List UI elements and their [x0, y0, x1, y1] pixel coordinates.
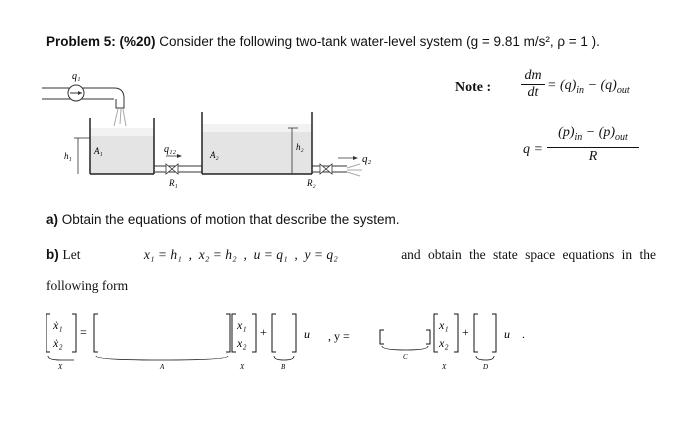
- label-A: A: [160, 363, 165, 371]
- label-R2: R₂: [307, 178, 316, 188]
- label-A2: A₂: [210, 150, 219, 160]
- state-space-form: [46, 312, 586, 372]
- two-tank-diagram: [42, 66, 442, 196]
- part-b-lead: Let: [62, 247, 81, 262]
- inflow-stream: [114, 109, 126, 126]
- part-a-text: Obtain the equations of motion that describe the system.: [61, 212, 400, 227]
- eq1-num: dm: [521, 68, 545, 85]
- label-q2: q₂: [362, 153, 372, 165]
- u-term: u: [304, 327, 310, 341]
- eq2-num: $(p)_{in} - (p)_{out}$: [547, 124, 639, 148]
- plus-sign-2: +: [462, 325, 469, 339]
- problem-text: Consider the following two-tank water-level system (g = 9.81 m/s², ρ = 1 ).: [159, 34, 600, 49]
- xdot2: ẋ₂: [53, 336, 63, 350]
- eq2-den: R: [588, 148, 598, 164]
- label-D: D: [483, 363, 489, 371]
- label-X-3: X: [442, 363, 447, 371]
- label-h2: h₂: [296, 142, 304, 152]
- part-b-tail: and obtain the state space equations in the: [401, 247, 656, 262]
- inlet-pipe: [42, 85, 124, 108]
- u-term-2: u: [504, 327, 510, 341]
- label-X-2: X: [240, 363, 245, 371]
- equals-sign: =: [80, 325, 87, 339]
- x2: x₂: [237, 336, 247, 350]
- label-q12: q₁₂: [164, 144, 176, 155]
- y-equation: , y =: [328, 329, 350, 343]
- label-h1: h₁: [64, 151, 72, 161]
- problem-label: Problem 5: (%20): [46, 34, 156, 49]
- part-a-label: a): [46, 212, 59, 227]
- plus-sign: +: [260, 325, 267, 339]
- x1-output: x₁: [439, 318, 449, 332]
- part-b-defs: x₁ = h₁ , x₂ = h₂ , u = q₁ , y = q₂: [143, 247, 338, 262]
- part-b-label: b): [46, 247, 59, 262]
- problem-title: [46, 34, 600, 49]
- outflow-stream: [347, 164, 362, 176]
- label-A1: A₁: [94, 146, 103, 156]
- eq1-fraction: [521, 68, 545, 101]
- xdot1: ẋ₁: [53, 318, 63, 332]
- end-period: .: [522, 327, 525, 341]
- part-b-continuation: following form: [46, 278, 129, 293]
- note-label: Note :: [455, 80, 492, 95]
- label-X: X: [58, 363, 63, 371]
- part-a: [46, 212, 399, 227]
- label-q1: q₁: [72, 71, 81, 82]
- eq2-fraction: [547, 124, 639, 166]
- label-B: B: [281, 363, 286, 371]
- label-C: C: [403, 353, 408, 361]
- eq2-lhs: q =: [523, 142, 543, 157]
- label-R1: R₁: [169, 178, 178, 188]
- x2-output: x₂: [439, 336, 449, 350]
- eq1-rhs: = $(q)_{in} - (q)_{out}$: [547, 78, 630, 96]
- arrow-right-icon: [353, 156, 358, 160]
- eq1-den: dt: [527, 85, 539, 100]
- part-b: [46, 247, 656, 263]
- x1: x₁: [237, 318, 247, 332]
